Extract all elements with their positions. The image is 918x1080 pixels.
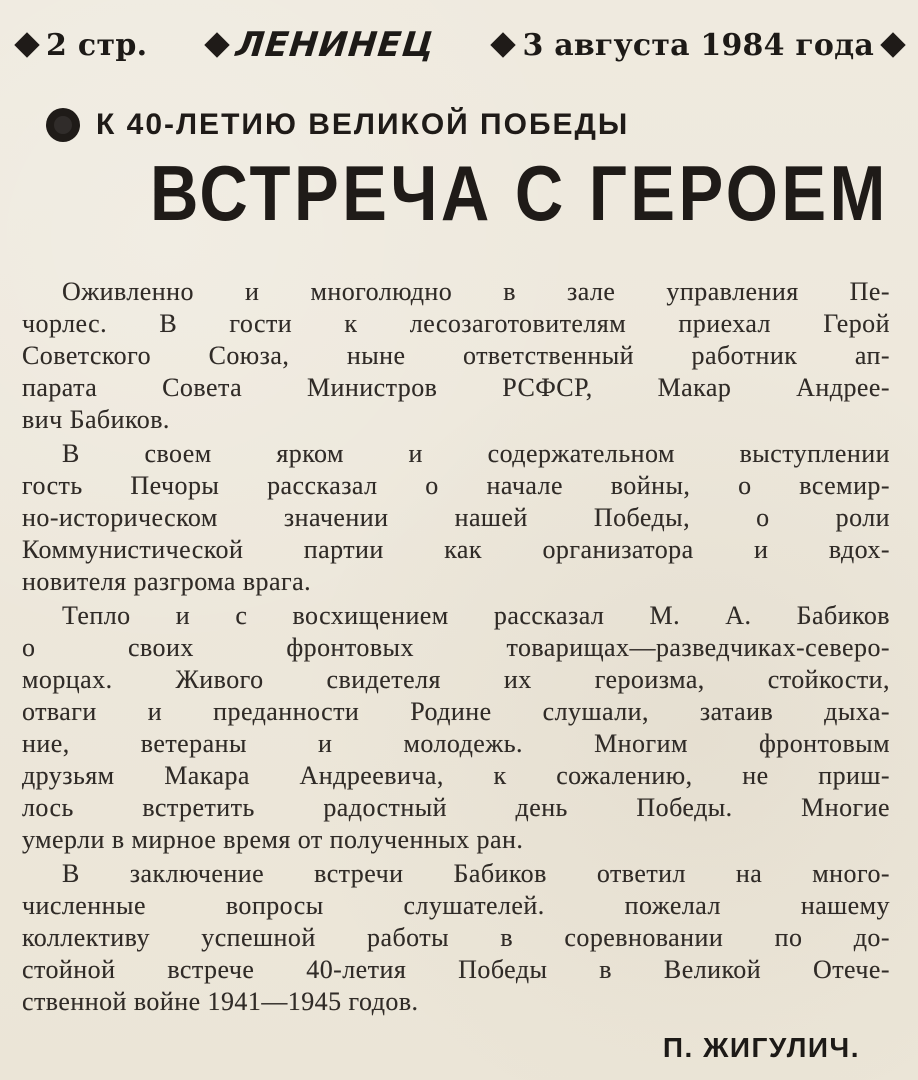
paragraph-1 xyxy=(22,276,890,436)
diamond-icon xyxy=(14,32,39,57)
paragraph-line: отваги и преданности Родине слушали, затаив дыха- xyxy=(22,697,890,726)
article-headline: ВСТРЕЧА С ГЕРОЕМ xyxy=(150,149,889,237)
masthead xyxy=(18,18,902,72)
paragraph-line: новителя разгрома врага. xyxy=(22,567,312,596)
paragraph-line: ние, ветераны и молодежь. Многим фронтовым xyxy=(22,729,890,758)
rubric xyxy=(46,108,629,142)
diamond-icon xyxy=(204,32,229,57)
masthead-paper-group xyxy=(208,25,435,65)
paragraph-line: чорлес. В гости к лесозаготовителям приехал Герой xyxy=(22,309,890,338)
paragraph-line: о своих фронтовых товарищах—разведчиках-северо- xyxy=(22,633,890,662)
newspaper-name: ЛЕНИНЕЦ xyxy=(233,25,437,65)
paragraph-line: умерли в мирное время от полученных ран. xyxy=(22,825,524,854)
page-number: 2 стр. xyxy=(46,27,148,63)
rubric-text: К 40-ЛЕТИЮ ВЕЛИКОЙ ПОБЕДЫ xyxy=(96,108,630,141)
masthead-date-group xyxy=(494,28,902,63)
issue-date: 3 августа 1984 года xyxy=(522,27,874,63)
paragraph-line: численные вопросы слушателей. пожелал нашему xyxy=(22,891,890,920)
masthead-page-group xyxy=(18,28,147,63)
paragraph-line: Оживленно и многолюдно в зале управления Пе- xyxy=(62,277,890,306)
paragraph-line: парата Совета Министров РСФСР, Макар Андрее- xyxy=(22,373,890,402)
paragraph-line: В заключение встречи Бабиков ответил на много- xyxy=(62,859,890,888)
diamond-icon xyxy=(880,32,905,57)
paragraph-line: но-историческом значении нашей Победы, о роли xyxy=(22,503,890,532)
bullet-icon xyxy=(46,108,80,142)
paragraph-line: гость Печоры рассказал о начале войны, о всемир- xyxy=(22,471,890,500)
paragraph-line: ственной войне 1941—1945 годов. xyxy=(22,987,419,1016)
diamond-icon xyxy=(491,32,516,57)
article-body xyxy=(22,276,890,1020)
paragraph-line: друзьям Макара Андреевича, к сожалению, не приш- xyxy=(22,761,890,790)
paragraph-line: В своем ярком и содержательном выступлении xyxy=(62,439,890,468)
paragraph-line: Тепло и с восхищением рассказал М. А. Бабиков xyxy=(62,601,890,630)
paragraph-4 xyxy=(22,858,890,1018)
paragraph-line: вич Бабиков. xyxy=(22,405,170,434)
paragraph-3 xyxy=(22,600,890,856)
paragraph-line: Советского Союза, ныне ответственный работник ап- xyxy=(22,341,890,370)
paragraph-line: лось встретить радостный день Победы. Многие xyxy=(22,793,890,822)
paragraph-line: Коммунистической партии как организатора и вдох- xyxy=(22,535,890,564)
paragraph-line: морцах. Живого свидетеля их героизма, стойкости, xyxy=(22,665,890,694)
paragraph-line: стойной встрече 40-летия Победы в Великой Отече- xyxy=(22,955,890,984)
paragraph-2 xyxy=(22,438,890,598)
article-signature: П. ЖИГУЛИЧ. xyxy=(662,1032,860,1063)
paragraph-line: коллективу успешной работы в соревновании по до- xyxy=(22,923,890,952)
